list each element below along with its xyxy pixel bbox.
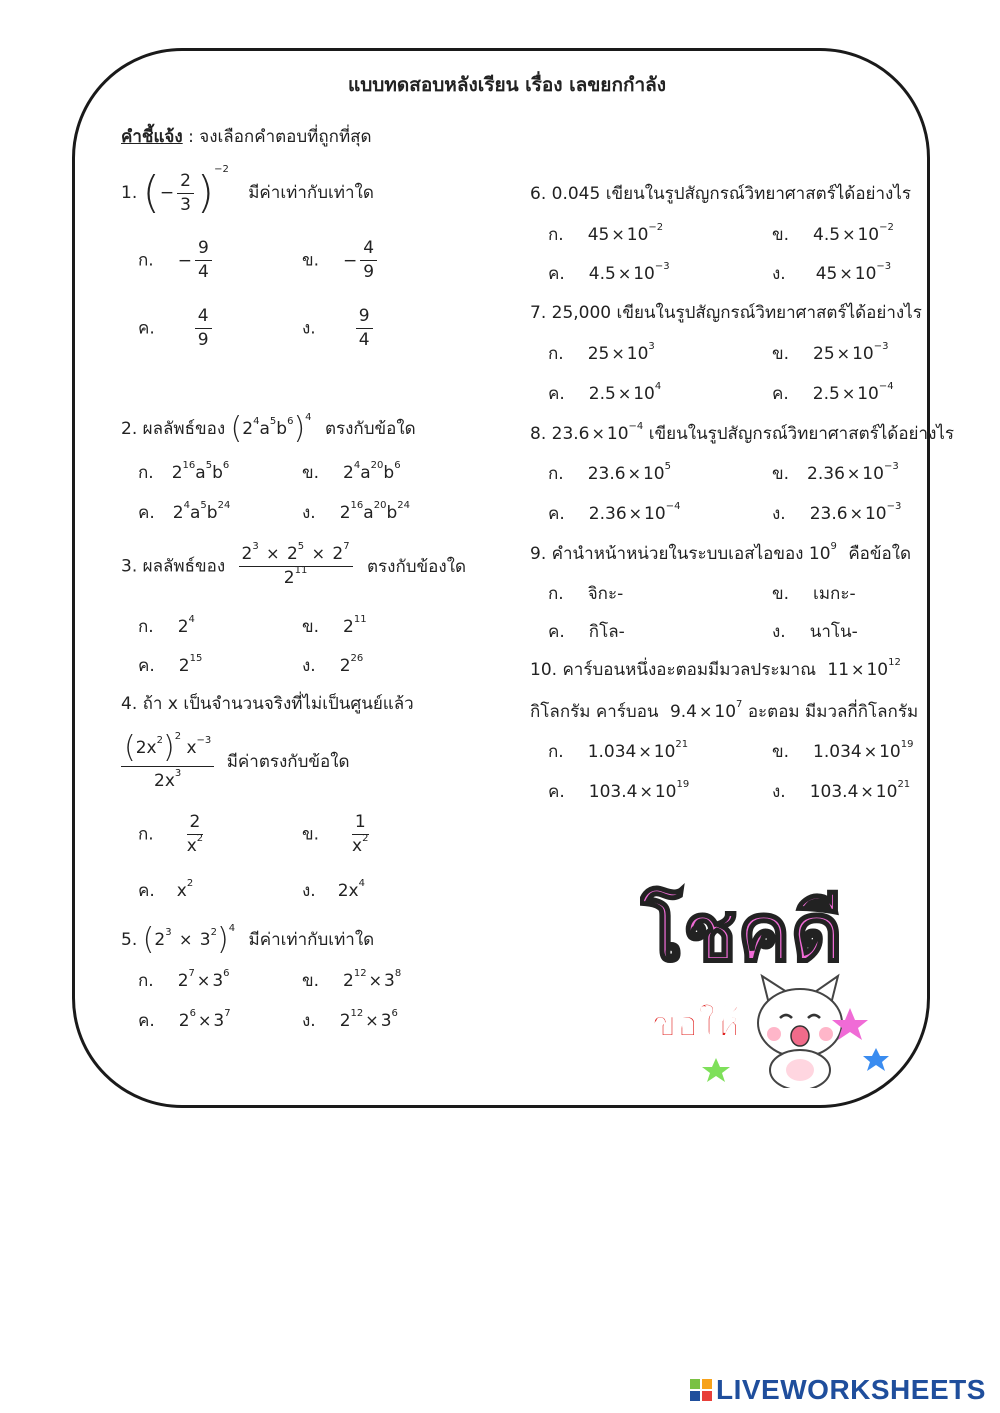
q3-text: ตรงกับข้องใด <box>367 556 467 577</box>
q7-option-c[interactable]: ค. $2.5 \times 10^4$ <box>548 381 662 404</box>
q4-fraction: $\frac{(2x^2)^2 x^{-3}}{2x^3}$ <box>121 733 214 790</box>
question-10-line1: 10. คาร์บอนหนึ่งอะตอมมีมวลประมาณ $11 \times 10^{12}$ <box>530 657 901 680</box>
instruction-label: คำชี้แจ้ง <box>121 127 183 147</box>
q1-option-c[interactable]: ค. $\frac{4}{9}$ <box>138 308 215 349</box>
q10-option-a[interactable]: ก. $1.034 \times 10^{21}$ <box>548 739 689 762</box>
q6-option-b[interactable]: ข. $4.5 \times 10^{-2}$ <box>772 222 894 245</box>
q4-option-d[interactable]: ง. $2x^4$ <box>302 878 365 901</box>
q7-option-b[interactable]: ข. $25 \times 10^{-3}$ <box>772 341 889 364</box>
logo-badge-icon <box>690 1379 712 1401</box>
q2-prefix: 2. ผลลัพธ์ของ <box>121 419 226 439</box>
q6-option-a[interactable]: ก. $45 \times 10^{-2}$ <box>548 222 664 245</box>
q5-text: มีค่าเท่ากับเท่าใด <box>248 930 375 950</box>
instruction-separator: : <box>182 127 200 147</box>
q6-option-c[interactable]: ค. $4.5 \times 10^{-3}$ <box>548 261 670 284</box>
q1-fraction: $\frac{2}{3}$ <box>177 173 194 214</box>
q9-text: 9. คำนำหน้าหน่วยในระบบเอสไอของ <box>530 544 804 564</box>
question-1: 1. (− $\frac{2}{3}$ )$^{-2}$ มีค่าเท่ากับเท่าใด <box>121 164 374 218</box>
q1-option-a[interactable]: ก. − $\frac{9}{4}$ <box>138 240 215 281</box>
q3-option-c[interactable]: ค. $2^{15}$ <box>138 653 203 676</box>
q2-text: ตรงกับข้อใด <box>324 419 416 439</box>
q6-text: 6. 0.045 เขียนในรูปสัญกรณ์วิทยาศาสตร์ได้อย่างไร <box>530 184 912 204</box>
star-icon <box>702 1058 730 1082</box>
instruction-text: จงเลือกคำตอบที่ถูกที่สุด <box>199 127 372 147</box>
q8-option-b[interactable]: ข. $2.36 \times 10^{-3}$ <box>772 461 899 484</box>
q2-option-c[interactable]: ค. $2^4a^5b^{24}$ <box>138 500 231 523</box>
q3-fraction: $\frac{2^3 \times 2^5 \times 2^7}{2^{11}}$ <box>239 546 353 587</box>
sticker-word: โชคดี <box>640 886 843 979</box>
question-4-expression <box>121 730 350 791</box>
q5-option-d[interactable]: ง. $2^{12} \times 3^6$ <box>302 1008 398 1031</box>
q4-option-b[interactable]: ข. $\frac{1}{x^2}$ <box>302 812 369 856</box>
question-5: 5. $(2^3 \times 3^2)^4$ มีค่าเท่ากับเท่าใด <box>121 922 375 957</box>
q4-option-c[interactable]: ค. $x^2$ <box>138 878 194 901</box>
q3-prefix: 3. ผลลัพธ์ของ <box>121 556 226 577</box>
q9-option-a[interactable]: ก. จิกะ- <box>548 584 624 604</box>
q1-option-d[interactable]: ง. $\frac{9}{4}$ <box>302 308 376 349</box>
q1-option-b[interactable]: ข. − $\frac{4}{9}$ <box>302 240 380 281</box>
q5-option-b[interactable]: ข. $2^{12} \times 3^8$ <box>302 968 402 991</box>
instruction <box>121 129 372 146</box>
q9-option-c[interactable]: ค. กิโล- <box>548 622 625 642</box>
q2-option-b[interactable]: ข. $2^4a^{20}b^6$ <box>302 460 401 483</box>
q8-option-a[interactable]: ก. $23.6 \times 10^5$ <box>548 461 671 484</box>
logo-text: LIVEWORKSHEETS <box>716 1374 986 1405</box>
q8-text: เขียนในรูปสัญกรณ์วิทยาศาสตร์ได้อย่างไร <box>648 424 955 444</box>
question-8: 8. $23.6 \times 10^{-4}$ เขียนในรูปสัญกรณ์วิทยาศาสตร์ได้อย่างไร <box>530 421 955 444</box>
q4-text: มีค่าตรงกับข้อใด <box>226 751 350 772</box>
sticker-prefix: ขอให้ <box>652 1004 740 1045</box>
good-luck-cat-sticker <box>640 868 900 1088</box>
q1-text: มีค่าเท่ากับเท่าใด <box>248 183 374 203</box>
cat-icon <box>758 976 842 1088</box>
q10-option-d[interactable]: ง. $103.4 \times 10^{21}$ <box>772 779 911 802</box>
question-3 <box>121 541 467 588</box>
q7-option-d[interactable]: ค. $2.5 \times 10^{-4}$ <box>772 381 894 404</box>
q4-option-a[interactable]: ก. $\frac{2}{x^2}$ <box>138 812 204 856</box>
q5-number: 5. <box>121 930 138 950</box>
q4-line1: 4. ถ้า x เป็นจำนวนจริงที่ไม่เป็นศูนย์แล้ว <box>121 694 414 714</box>
q8-option-d[interactable]: ง. $23.6 \times 10^{-3}$ <box>772 501 902 524</box>
question-10-line2: กิโลกรัม คาร์บอน $9.4 \times 10^7$ อะตอม มีมวลกี่กิโลกรัม <box>530 699 919 722</box>
q2-option-a[interactable]: ก. $2^{16}a^5b^6$ <box>138 460 230 483</box>
q9-option-d[interactable]: ง. นาโน- <box>772 622 858 642</box>
q1-exponent: −2 <box>214 164 229 175</box>
star-icon <box>863 1048 889 1071</box>
q3-option-b[interactable]: ข. $2^{11}$ <box>302 614 367 637</box>
q3-option-d[interactable]: ง. $2^{26}$ <box>302 653 364 676</box>
question-9: 9. คำนำหน้าหน่วยในระบบเอสไอของ $10^9$ คือข้อใด <box>530 541 912 564</box>
page-title: แบบทดสอบหลังเรียน เรื่อง เลขยกกำลัง <box>348 74 667 96</box>
q6-option-d[interactable]: ง. $45 \times 10^{-3}$ <box>772 261 892 284</box>
q7-text: 7. 25,000 เขียนในรูปสัญกรณ์วิทยาศาสตร์ได้อย่างไร <box>530 303 922 323</box>
q8-option-c[interactable]: ค. $2.36 \times 10^{-4}$ <box>548 501 681 524</box>
q9-option-b[interactable]: ข. เมกะ- <box>772 584 856 604</box>
q1-number: 1. <box>121 183 138 203</box>
q7-option-a[interactable]: ก. $25 \times 10^3$ <box>548 341 655 364</box>
q3-option-a[interactable]: ก. $2^4$ <box>138 614 195 637</box>
liveworksheets-logo[interactable] <box>690 1374 986 1406</box>
q10-option-b[interactable]: ข. $1.034 \times 10^{19}$ <box>772 739 914 762</box>
q10-option-c[interactable]: ค. $103.4 \times 10^{19}$ <box>548 779 690 802</box>
q2-option-d[interactable]: ง. $2^{16}a^{20}b^{24}$ <box>302 500 410 523</box>
q5-option-c[interactable]: ค. $2^6 \times 3^7$ <box>138 1008 231 1031</box>
q5-option-a[interactable]: ก. $2^7 \times 3^6$ <box>138 968 230 991</box>
q1-minus: − <box>159 183 175 203</box>
question-2: 2. ผลลัพธ์ของ $(2^4a^5b^6)^4$ ตรงกับข้อใด <box>121 411 416 446</box>
